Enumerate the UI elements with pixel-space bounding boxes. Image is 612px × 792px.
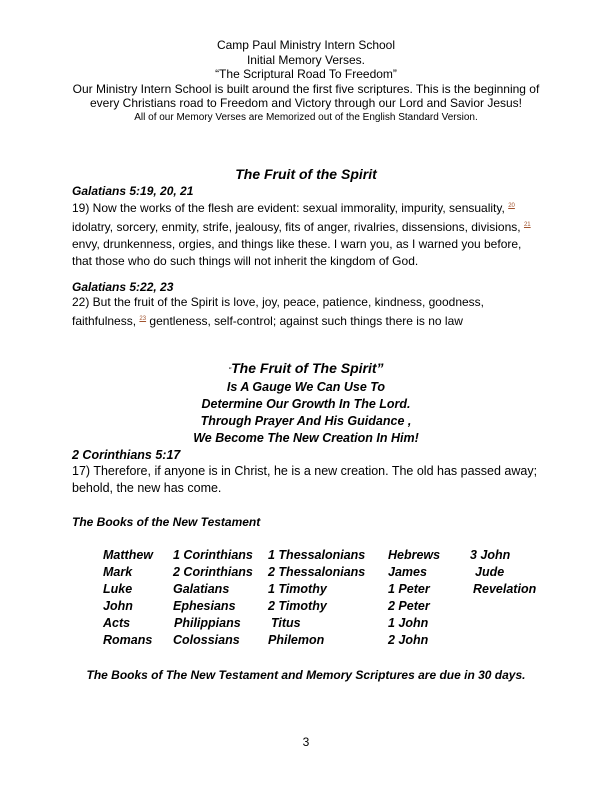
verse-line: behold, the new has come. xyxy=(72,481,222,495)
open-quote: “ xyxy=(228,366,232,375)
verse-line xyxy=(72,311,552,330)
verse-line xyxy=(72,217,552,236)
footnote-link[interactable]: 21 xyxy=(523,222,531,228)
page-number: 3 xyxy=(302,735,310,749)
book-name: Philippians xyxy=(174,616,241,630)
intro-line-1: Our Ministry Intern School is built around the first five scriptures. This is the beginning of xyxy=(72,81,540,96)
book-name: 2 John xyxy=(388,633,429,647)
book-name: 1 John xyxy=(388,616,429,630)
school-name: Camp Paul Ministry Intern School xyxy=(216,38,396,52)
book-name: 1 Thessalonians xyxy=(268,548,366,562)
verse-line: that those who do such things will not inherit the kingdom of God. xyxy=(72,254,419,268)
header-subtitle: Initial Memory Verses. xyxy=(246,52,366,67)
book-name: James xyxy=(388,565,427,579)
book-name: 2 Timothy xyxy=(268,599,327,613)
book-name: 2 Peter xyxy=(388,599,430,613)
verse-line: envy, drunkenness, orgies, and things like these. I warn you, as I warned you before, xyxy=(72,237,522,251)
book-name: Romans xyxy=(103,633,153,647)
verse-text: gentleness, self-control; against such things there is no law xyxy=(149,314,463,328)
book-name: John xyxy=(103,599,133,613)
slogan-block xyxy=(0,360,612,447)
intro-line-2: every Christians road to Freedom and Victory through our Lord and Savior Jesus! xyxy=(90,96,522,110)
footnote-link[interactable]: 23 xyxy=(139,316,147,322)
book-name: 1 Timothy xyxy=(268,582,327,596)
book-name: Galatians xyxy=(173,582,230,596)
due-note: The Books of The New Testament and Memory Scriptures are due in 30 days. xyxy=(86,668,526,682)
scripture-ref-galatians-22: Galatians 5:22, 23 xyxy=(72,280,174,294)
corinthians-block xyxy=(72,447,552,497)
header-tagline: “The Scriptural Road To Freedom” xyxy=(215,67,397,81)
footnote-link[interactable]: 20 xyxy=(508,203,515,209)
galatians-5-19-block xyxy=(72,184,552,270)
book-name: 3 John xyxy=(470,548,511,562)
book-name: Acts xyxy=(103,616,131,630)
version-note: All of our Memory Verses are Memorized out of the English Standard Version. xyxy=(134,111,478,123)
section-title-fruit: The Fruit of the Spirit xyxy=(235,166,377,182)
scripture-ref-corinthians: 2 Corinthians 5:17 xyxy=(72,448,181,462)
book-name: Revelation xyxy=(473,582,537,596)
verse-text: 19) Now the works of the flesh are evident: sexual immorality, impurity, sensuality, xyxy=(72,201,505,215)
verse-line xyxy=(72,198,552,217)
book-name: Jude xyxy=(475,565,505,579)
slogan-line-4: Through Prayer And His Guidance , xyxy=(200,414,412,428)
verse-line: 17) Therefore, if anyone is in Christ, he is a new creation. The old has passed away; xyxy=(72,464,538,478)
slogan-line-3: Determine Our Growth In The Lord. xyxy=(201,397,411,411)
book-name: Mark xyxy=(103,565,133,579)
book-name: 2 Corinthians xyxy=(173,565,253,579)
book-name: Colossians xyxy=(173,633,240,647)
scripture-ref-galatians-19: Galatians 5:19, 20, 21 xyxy=(72,184,194,198)
verse-text: faithfulness, xyxy=(72,314,137,328)
slogan-title: The Fruit of The Spirit” xyxy=(231,360,384,376)
book-name: 1 Corinthians xyxy=(173,548,253,562)
verse-line: 22) But the fruit of the Spirit is love, joy, peace, patience, kindness, goodness, xyxy=(72,295,485,309)
slogan-line-5: We Become The New Creation In Him! xyxy=(193,431,419,445)
header-block xyxy=(0,38,612,124)
book-name: Titus xyxy=(271,616,301,630)
book-name: Hebrews xyxy=(388,548,441,562)
slogan-line-2: Is A Gauge We Can Use To xyxy=(226,380,386,394)
book-name: Ephesians xyxy=(173,599,236,613)
book-name: Matthew xyxy=(103,548,153,562)
book-name: Philemon xyxy=(268,633,325,647)
verse-text: idolatry, sorcery, enmity, strife, jealousy, fits of anger, rivalries, dissensions, divisions, xyxy=(72,220,521,234)
galatians-5-22-block xyxy=(72,280,552,330)
book-name: Luke xyxy=(103,582,133,596)
book-name: 1 Peter xyxy=(388,582,430,596)
books-heading: The Books of the New Testament xyxy=(72,515,261,529)
book-name: 2 Thessalonians xyxy=(268,565,366,579)
slogan-line-1 xyxy=(0,360,612,379)
